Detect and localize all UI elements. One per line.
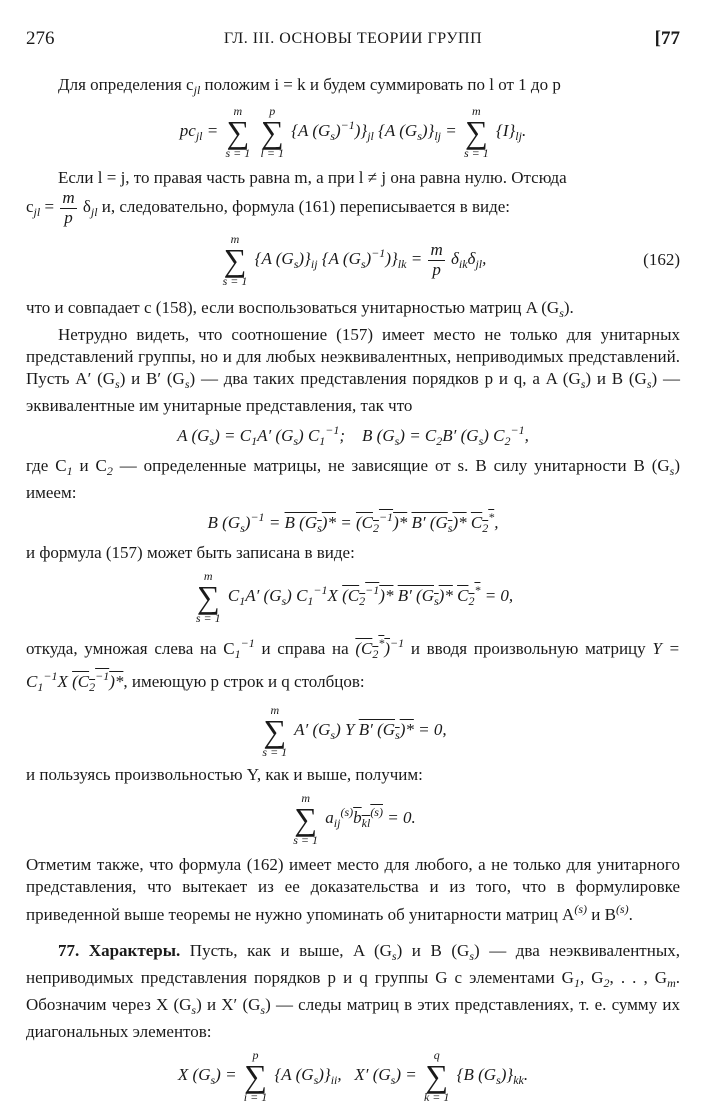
equation-sum-pc: $pc_{jl}$ = m ∑ s = 1 p ∑ l = 1 {A $(G_s)^{-1})\}_{jl}$ {A $(G_s)\}_{lj}$ = m ∑ s = 1 $\{I\}_{lj}$. [179, 104, 527, 160]
equation-unitarity: B $(G_s)^{-1} = B$ $(G_s)* = (C_2^{-1})*$ B′ $(G_s)*$ $C_2^*$, [207, 510, 499, 536]
paragraph-4: Нетрудно видеть, что соотношение (157) имеет место не только для унитарных представлений группы, но и для любых неэквивалентных, неприводимых представлений. Пусть A′ $(G_s)$ и B′ $(G_s)$ — два таких представления порядков p и q, а A $(G_s)$ и B $(G_s)$ — эквивалентные им унитарные представления, так что [26, 325, 680, 416]
paragraph-5: где $C_1$ и $C_2$ — определенные матрицы, не зависящие от s. В силу унитарности B $(G_s)$ имеем: [26, 456, 681, 503]
paragraph-3: что и совпадает с (158), если воспользоваться унитарностью матриц A $(G_s)$. [26, 298, 574, 321]
section-title: 77. Характеры. [58, 941, 181, 961]
equation-number: (162) [643, 250, 680, 270]
equation-162: m ∑ s = 1 {A $(G_s)\}_{ij}$ {A $(G_s)^{-1})\}_{lk}$ = $\frac{m}{p}$ $\delta_{ik}\delta_{jl}$, (162) [222, 232, 680, 289]
equation-elements: m ∑ s = 1 $a_{ij}^{(s)}b_{kl}^{(s)} = 0$. [293, 791, 416, 848]
equation-with-Y: m ∑ s = 1 A′ $(G_s)$ Y B′ $(G_s)* = 0$, [262, 703, 447, 760]
paragraph-10: 77. Характеры. Пусть, как и выше, A $(G_s)$ и B $(G_s)$ — два неэквивалентных, неприводимых представления порядков p и q группы G с элементами $G_1$, $G_2$, . . , $G_m$. Обозначим через X $(G_s)$ и X′ $(G_s)$ — следы матриц в этих представлениях, т. е. сумму их диагональных элементов: [26, 941, 680, 1042]
paragraph-7: откуда, умножая слева на $C_1^{-1}$ и справа на $(C_2^*)^{-1}$ и вводя произвольную матрицу $Y = C_1^{-1}X$ $(C_2^{-1})*$, имеющую p строк и q столбцов: [26, 636, 681, 695]
running-title: ГЛ. III. ОСНОВЫ ТЕОРИИ ГРУПП [223, 30, 483, 47]
equation-characters: X $(G_s)$ = p ∑ i = 1 {A $(G_s)\}_{ii}$, X′ $(G_s)$ = q ∑ k = 1 {B $(G_s)\}_{kk}$. [177, 1048, 529, 1105]
paragraph-2b: $c_{jl}$ = $\frac{m}{p}$ $\delta_{jl}$ и, следовательно, формула (161) переписывается в виде: [26, 188, 511, 227]
section-mark: [77 [654, 28, 680, 49]
equation-equivalence: A $(G_s) = C_1A'$ $(G_s)$ $C_1^{-1}$; B $(G_s) = C_2B'$ $(G_s)$ $C_2^{-1}$, [177, 423, 529, 449]
page-header [26, 28, 680, 58]
equation-157-rewritten: m ∑ s = 1 $C_1A'$ $(G_s)$ $C_1^{-1}X$ $(C_2^{-1})*$ B′ $(G_s)*$ $C_2^* = 0$, [195, 569, 514, 626]
paragraph-8: и пользуясь произвольностью Y, как и выше, получим: [26, 765, 423, 785]
paragraph-6: и формула (157) может быть записана в виде: [26, 543, 355, 563]
paragraph-9: Отметим также, что формула (162) имеет место для любого, а не только для унитарного представления, что вытекает из ее доказательства и из того, что в формулировке приведенной выше теоремы не нужно упоминать об унитарности матриц $A^{(s)}$ и $B^{(s)}$. [26, 855, 680, 925]
page [26, 28, 680, 1109]
paragraph-2: Если l = j, то правая часть равна m, а при l ≠ j она равна нулю. Отсюда [58, 168, 567, 187]
paragraph-1: Для определения $c_{jl}$ положим i = k и будем суммировать по l от 1 до p [58, 75, 561, 97]
page-number: 276 [26, 28, 55, 49]
